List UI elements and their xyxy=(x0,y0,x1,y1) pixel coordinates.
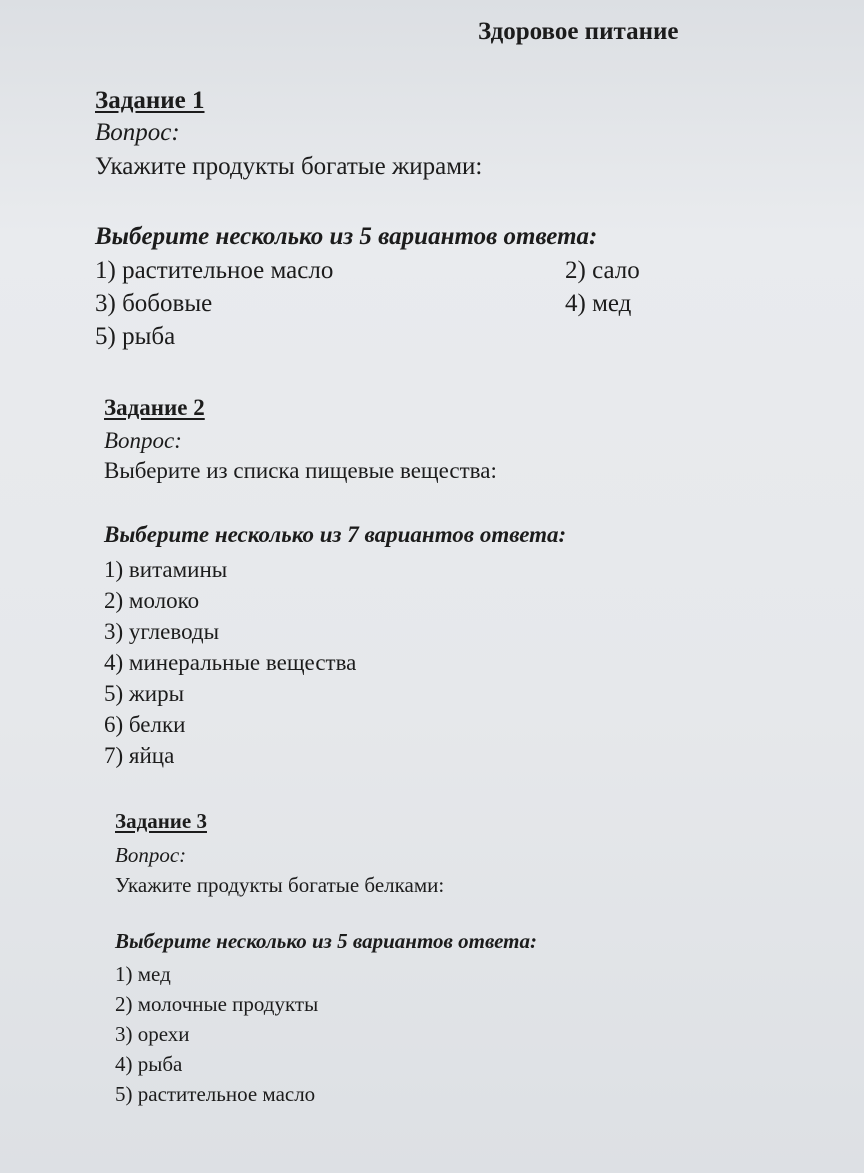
task-2-question-text: Выберите из списка пищевые вещества: xyxy=(104,458,497,483)
task-1-question-label: Вопрос: xyxy=(95,119,180,146)
task-2-option-6: 6) белки xyxy=(104,712,186,737)
task-1 xyxy=(95,87,695,356)
task-1-answer-hint: Выберите несколько из 5 вариантов ответа: xyxy=(95,223,598,250)
document-title: Здоровое питание xyxy=(478,18,679,45)
task-2 xyxy=(104,395,704,771)
task-3 xyxy=(115,810,715,1109)
task-2-option-2: 2) молоко xyxy=(104,588,200,613)
task-1-question-text: Укажите продукты богатые жирами: xyxy=(95,153,483,180)
task-3-heading: Задание 3 xyxy=(115,809,207,833)
task-1-option-1: 1) растительное масло xyxy=(95,257,334,284)
task-3-answer-hint: Выберите несколько из 5 вариантов ответа: xyxy=(115,929,537,953)
task-1-option-4: 4) мед xyxy=(565,290,632,317)
task-3-question-label: Вопрос: xyxy=(115,843,187,867)
task-3-option-1: 1) мед xyxy=(115,962,171,986)
task-1-heading: Задание 1 xyxy=(95,87,205,114)
task-1-option-3: 3) бобовые xyxy=(95,290,213,317)
task-2-options xyxy=(104,554,704,771)
task-3-options xyxy=(115,959,715,1109)
task-2-answer-hint: Выберите несколько из 7 вариантов ответа: xyxy=(104,522,567,547)
task-2-option-1: 1) витамины xyxy=(104,557,228,582)
task-3-option-4: 4) рыба xyxy=(115,1052,183,1076)
task-1-option-2: 2) сало xyxy=(565,257,640,284)
task-3-option-5: 5) растительное масло xyxy=(115,1082,316,1106)
task-2-option-5: 5) жиры xyxy=(104,681,185,706)
task-2-heading: Задание 2 xyxy=(104,395,205,420)
task-2-question-label: Вопрос: xyxy=(104,428,182,453)
task-2-option-3: 3) углеводы xyxy=(104,619,220,644)
task-3-option-2: 2) молочные продукты xyxy=(115,992,319,1016)
task-2-option-4: 4) минеральные вещества xyxy=(104,650,357,675)
task-3-option-3: 3) орехи xyxy=(115,1022,190,1046)
task-2-option-7: 7) яйца xyxy=(104,743,175,768)
task-1-option-5: 5) рыба xyxy=(95,323,176,350)
task-3-question-text: Укажите продукты богатые белками: xyxy=(115,873,445,897)
task-1-options xyxy=(95,257,695,356)
